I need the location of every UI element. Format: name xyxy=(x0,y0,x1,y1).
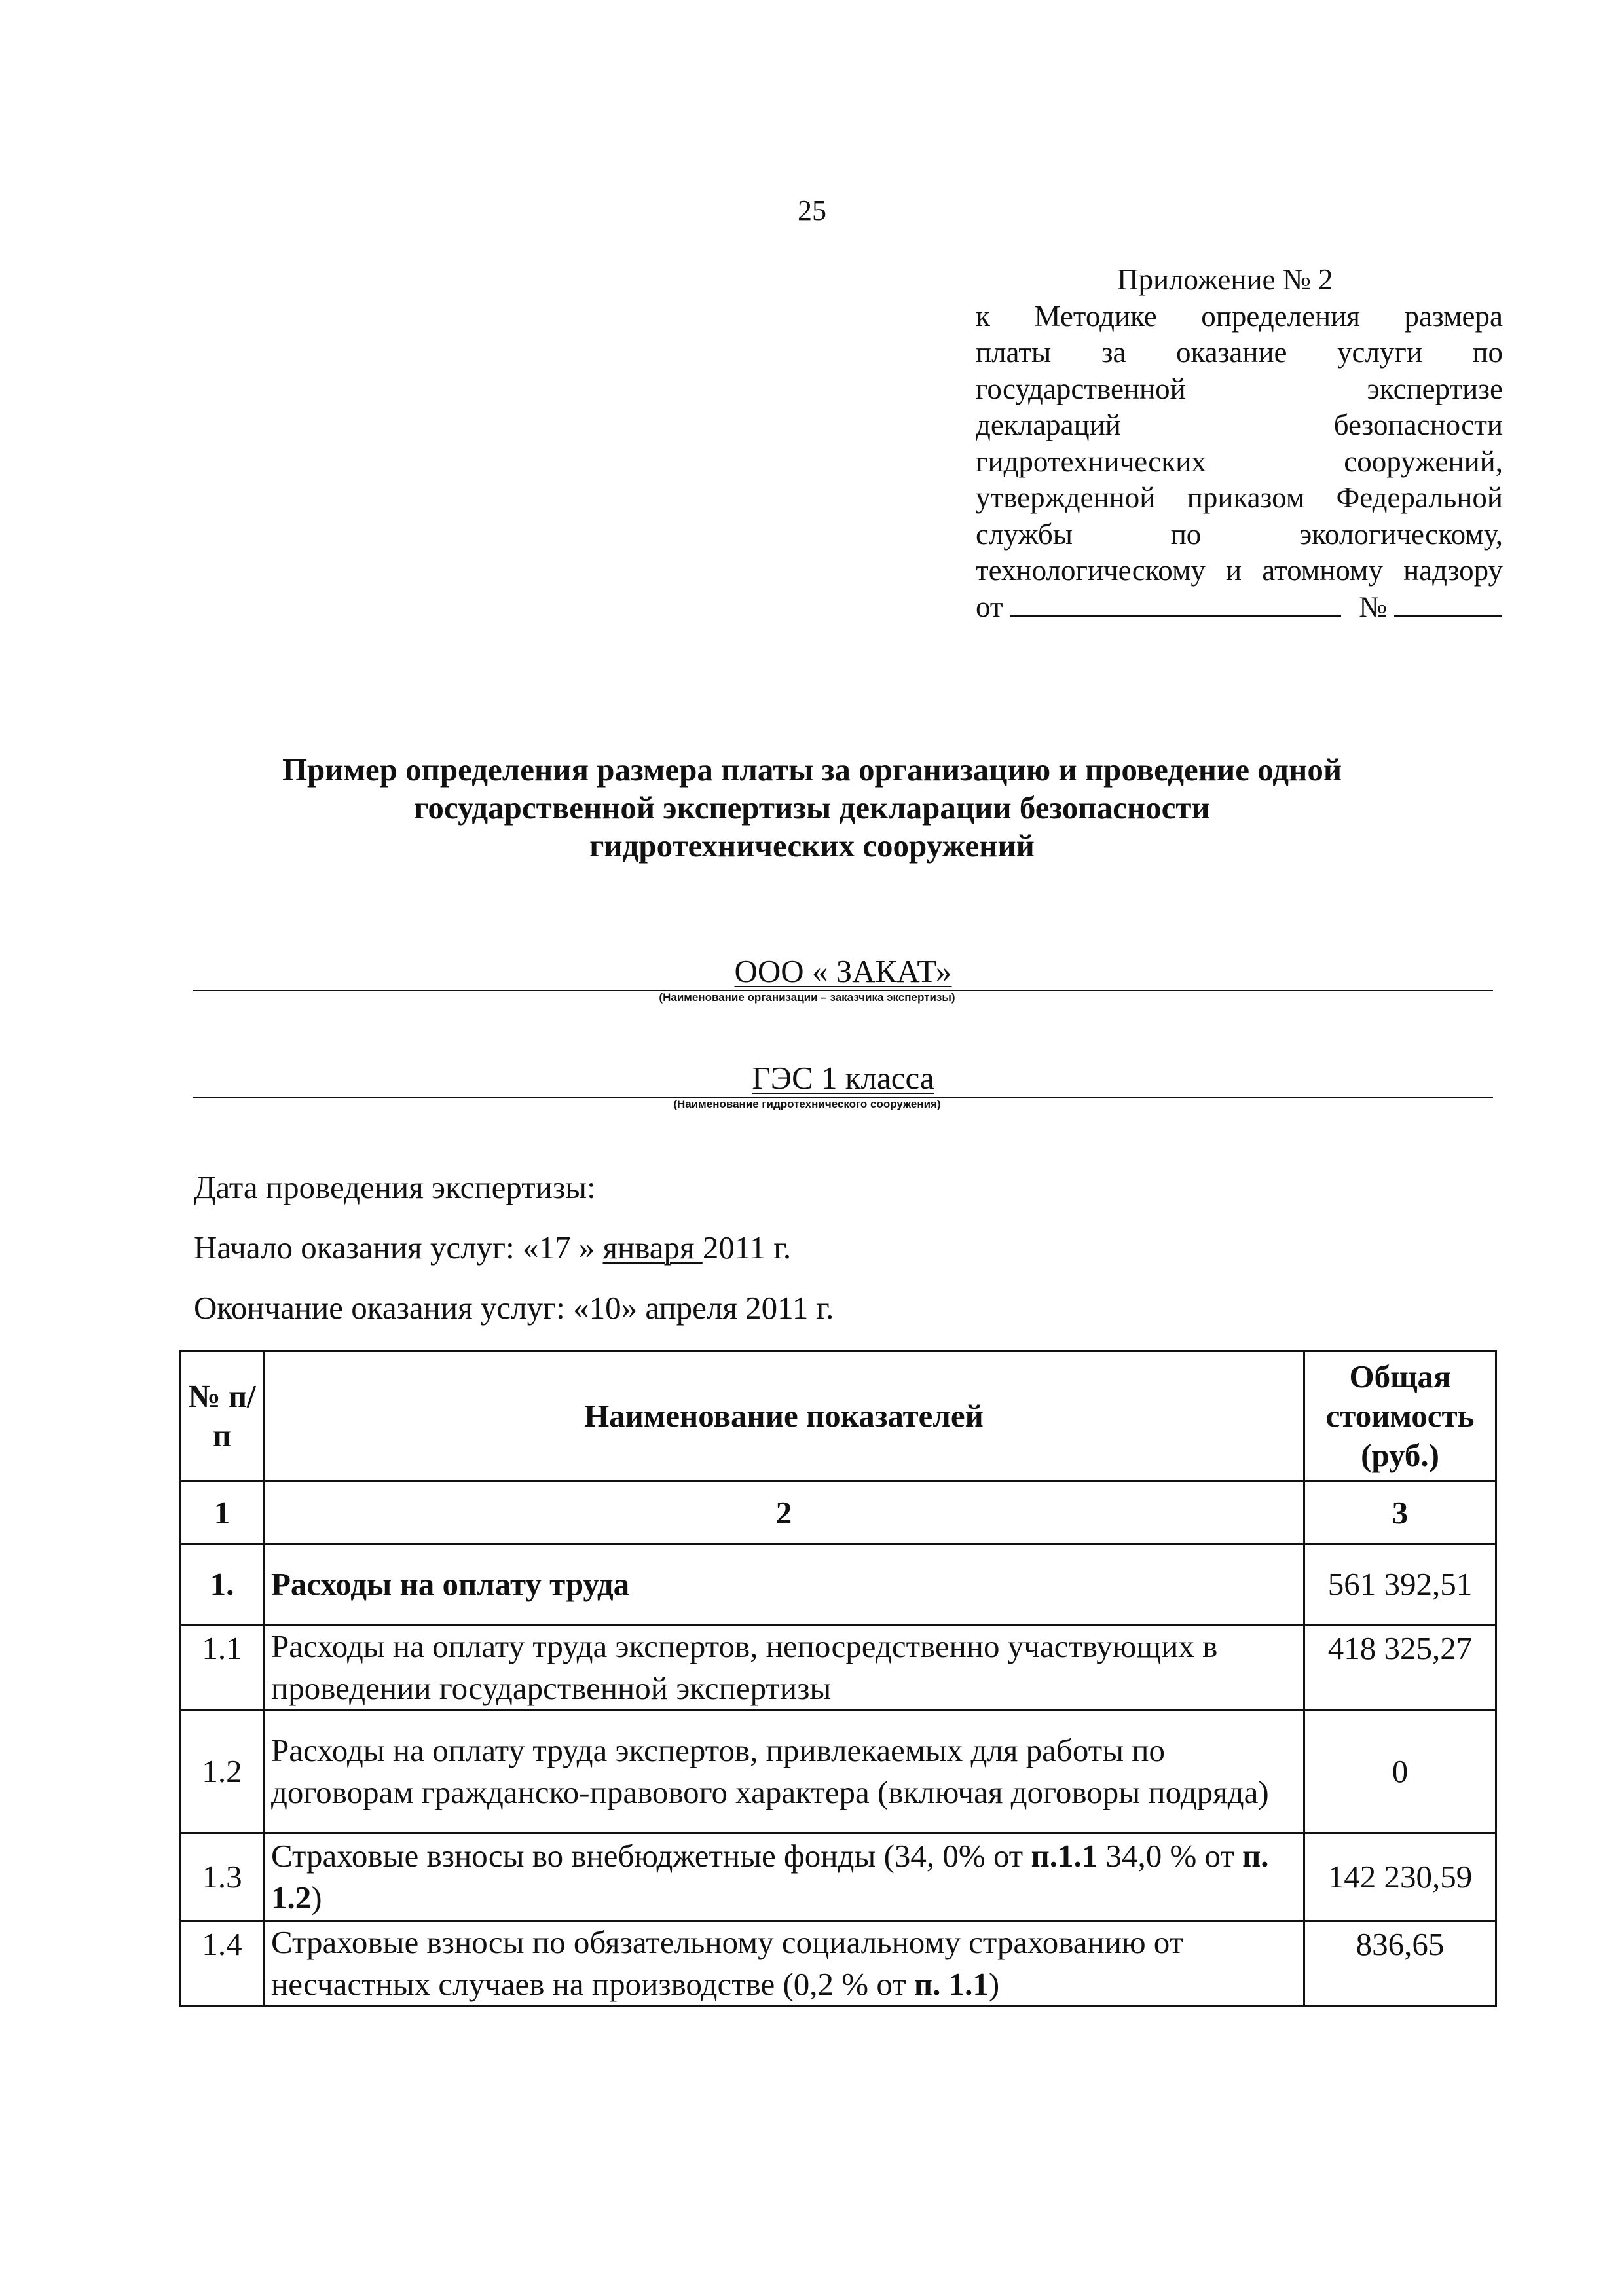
header-name: Наименование показателей xyxy=(264,1351,1304,1482)
date-blank xyxy=(1010,589,1341,617)
row-name: Страховые взносы во внебюджетные фонды (34, 0% от п.1.1 34,0 % от п. 1.2) xyxy=(264,1833,1304,1921)
table-row xyxy=(181,1544,1496,1625)
table-row xyxy=(181,1833,1496,1921)
end-date: Окончание оказания услуг: «10» апреля 2011 г. xyxy=(194,1290,834,1326)
appendix-line: технологическому и атомному надзору xyxy=(976,554,1503,587)
row-name: Расходы на оплату труда экспертов, непосредственно участвующих в проведении государственной экспертизы xyxy=(264,1625,1304,1711)
row-cost: 561 392,51 xyxy=(1304,1544,1496,1625)
row-cost: 836,65 xyxy=(1304,1921,1496,2007)
row-name: Расходы на оплату труда xyxy=(264,1544,1304,1625)
start-month: января xyxy=(602,1230,703,1266)
index-cell: 1 xyxy=(181,1482,264,1544)
row-name: Страховые взносы по обязательному социальному страхованию от несчастных случаев на производстве (0,2 % от п. 1.1) xyxy=(264,1921,1304,2007)
dates-block xyxy=(194,1157,1438,1338)
row-cost: 142 230,59 xyxy=(1304,1833,1496,1921)
number-blank xyxy=(1394,589,1502,617)
page-number: 25 xyxy=(798,194,826,227)
table-row xyxy=(181,1921,1496,2007)
facility-caption: (Наименование гидротехнического сооружения) xyxy=(673,1098,941,1110)
cost-table xyxy=(179,1350,1497,2007)
appendix-signature-line xyxy=(976,589,1503,626)
row-num: 1. xyxy=(181,1544,264,1625)
row-num: 1.1 xyxy=(181,1625,264,1711)
row-name: Расходы на оплату труда экспертов, привлекаемых для работы по договорам гражданско-правового характера (включая договоры подряда) xyxy=(264,1711,1304,1833)
organization-value: ООО « ЗАКАТ» xyxy=(734,953,952,989)
number-label: № xyxy=(1359,590,1388,623)
appendix-title: Приложение № 2 xyxy=(1117,263,1333,296)
organization-field xyxy=(193,953,1493,1004)
organization-caption: (Наименование организации – заказчика экспертизы) xyxy=(659,991,955,1004)
title-line: Пример определения размера платы за организацию и проведение одной xyxy=(282,752,1342,788)
table-row xyxy=(181,1711,1496,1833)
start-date: Начало оказания услуг: «17 » января 2011 г. xyxy=(194,1230,792,1266)
row-cost: 418 325,27 xyxy=(1304,1625,1496,1711)
from-label: от xyxy=(976,590,1003,623)
facility-value: ГЭС 1 класса xyxy=(752,1060,934,1096)
dates-heading: Дата проведения экспертизы: xyxy=(194,1169,596,1205)
appendix-line: государственной экспертизе xyxy=(976,372,1503,405)
row-num: 1.3 xyxy=(181,1833,264,1921)
title-line: гидротехнических сооружений xyxy=(589,828,1035,864)
appendix-line: утвержденной приказом Федеральной xyxy=(976,481,1503,514)
appendix-line: деклараций безопасности xyxy=(976,409,1503,441)
row-num: 1.2 xyxy=(181,1711,264,1833)
appendix-block xyxy=(976,262,1503,625)
appendix-line: платы за оказание услуги по xyxy=(976,336,1503,369)
header-cost: Общая стоимость (руб.) xyxy=(1304,1351,1496,1482)
appendix-line: службы по экологическому, xyxy=(976,517,1503,551)
appendix-body xyxy=(976,299,1503,589)
table-index-row xyxy=(181,1482,1496,1544)
index-cell: 2 xyxy=(264,1482,1304,1544)
title-line: государственной экспертизы декларации безопасности xyxy=(414,790,1210,826)
appendix-line: к Методике определения размера xyxy=(976,299,1503,333)
row-num: 1.4 xyxy=(181,1921,264,2007)
table-header-row xyxy=(181,1351,1496,1482)
row-cost: 0 xyxy=(1304,1711,1496,1833)
table-row xyxy=(181,1625,1496,1711)
appendix-line: гидротехнических сооружений, xyxy=(976,445,1503,478)
index-cell: 3 xyxy=(1304,1482,1496,1544)
facility-field xyxy=(193,1060,1493,1111)
header-num: № п/п xyxy=(181,1351,264,1482)
document-title xyxy=(164,751,1460,865)
